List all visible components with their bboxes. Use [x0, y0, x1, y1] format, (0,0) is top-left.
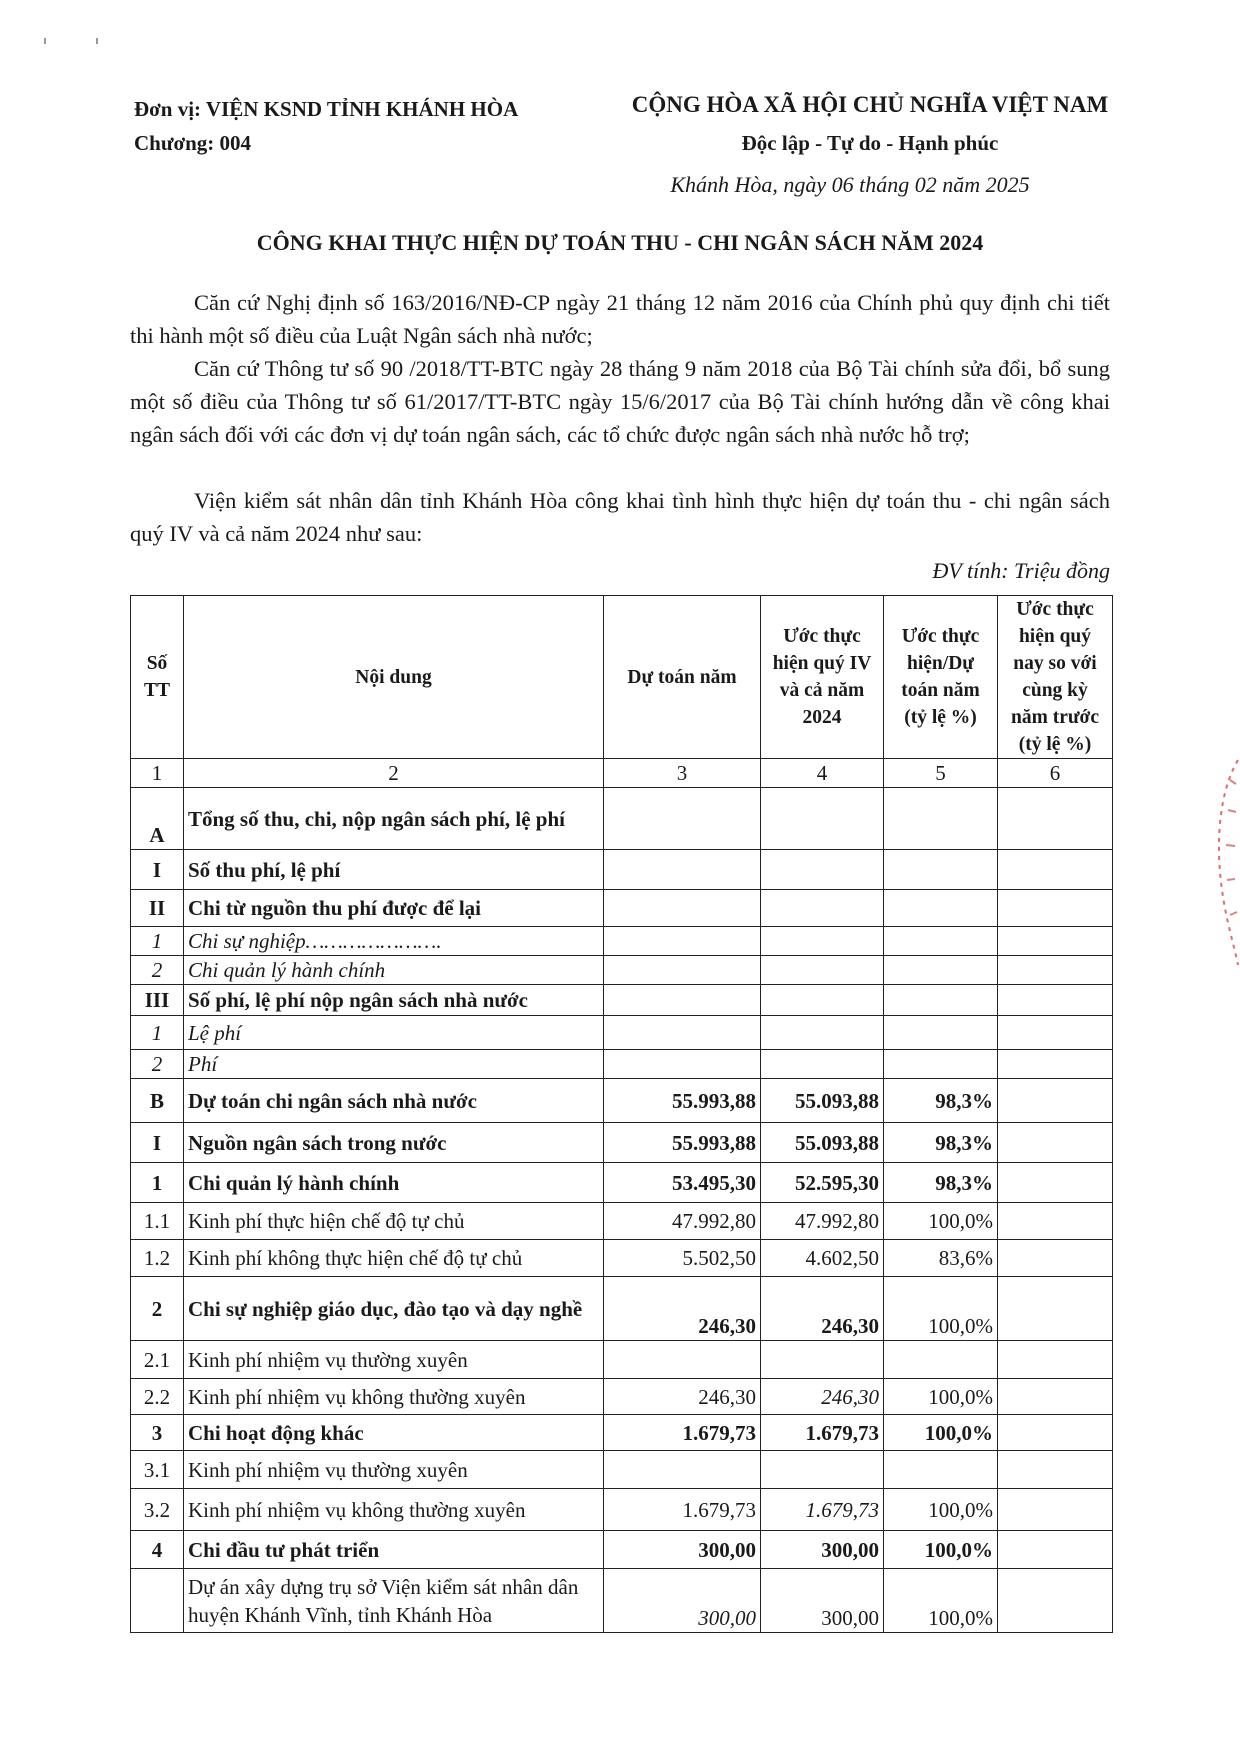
row-ratio [884, 1341, 998, 1379]
row-budget [604, 927, 761, 956]
row-yoy [998, 1016, 1113, 1050]
row-ratio [884, 788, 998, 850]
row-no: 2.2 [131, 1379, 184, 1415]
table-row [131, 1489, 1113, 1531]
row-content: Chi đầu tư phát triển [184, 1531, 604, 1569]
row-ratio [884, 985, 998, 1016]
issuer-block [134, 92, 518, 160]
row-budget [604, 1451, 761, 1489]
col-header-no: Số TT [131, 596, 184, 759]
row-ratio [884, 850, 998, 890]
row-content: Kinh phí nhiệm vụ thường xuyên [184, 1451, 604, 1489]
scan-speck [96, 38, 98, 44]
row-budget [604, 956, 761, 985]
table-row [131, 1451, 1113, 1489]
row-content: Chi sự nghiệp…………………. [184, 927, 604, 956]
row-no: B [131, 1079, 184, 1123]
row-content: Tổng số thu, chi, nộp ngân sách phí, lệ phí [184, 788, 604, 850]
row-budget: 1.679,73 [604, 1415, 761, 1451]
row-no: 2.1 [131, 1341, 184, 1379]
row-ratio: 98,3% [884, 1163, 998, 1203]
table-row [131, 1203, 1113, 1240]
row-ratio [884, 1016, 998, 1050]
row-actual [761, 1050, 884, 1079]
table-row [131, 1569, 1113, 1633]
issuer-chapter: Chương: 004 [134, 131, 251, 155]
row-ratio: 100,0% [884, 1203, 998, 1240]
row-actual: 47.992,80 [761, 1203, 884, 1240]
row-no: A [131, 788, 184, 850]
country-name: CỘNG HÒA XÃ HỘI CHỦ NGHĨA VIỆT NAM [631, 92, 1109, 117]
row-no: 1 [131, 927, 184, 956]
table-row [131, 850, 1113, 890]
table-row [131, 956, 1113, 985]
row-content: Chi quản lý hành chính [184, 1163, 604, 1203]
table-header-row [131, 596, 1113, 759]
table-row [131, 1079, 1113, 1123]
scan-speck [44, 38, 46, 44]
row-budget [604, 1016, 761, 1050]
col-header-ratio: Ước thực hiện/Dự toán năm (tỷ lệ %) [884, 596, 998, 759]
row-budget [604, 1050, 761, 1079]
row-no: 1 [131, 1016, 184, 1050]
unit-note: ĐV tính: Triệu đồng [932, 558, 1110, 583]
row-budget [604, 788, 761, 850]
row-budget: 246,30 [604, 1379, 761, 1415]
table-row [131, 890, 1113, 927]
table-row [131, 1016, 1113, 1050]
row-content: Dự toán chi ngân sách nhà nước [184, 1079, 604, 1123]
col-header-budget: Dự toán năm [604, 596, 761, 759]
row-actual: 1.679,73 [761, 1489, 884, 1531]
row-actual: 300,00 [761, 1569, 884, 1633]
col-number: 4 [761, 759, 884, 788]
row-content: Nguồn ngân sách trong nước [184, 1123, 604, 1163]
row-no: 3.1 [131, 1451, 184, 1489]
row-ratio [884, 1050, 998, 1079]
row-ratio: 83,6% [884, 1240, 998, 1277]
red-seal-edge-icon [1190, 750, 1240, 970]
table-row [131, 1240, 1113, 1277]
row-no: 1 [131, 1163, 184, 1203]
row-yoy [998, 1415, 1113, 1451]
row-yoy [998, 985, 1113, 1016]
row-budget [604, 890, 761, 927]
col-header-yoy: Ước thực hiện quý nay so với cùng kỳ năm trước (tỷ lệ %) [998, 596, 1113, 759]
row-yoy [998, 927, 1113, 956]
table-row [131, 985, 1113, 1016]
row-no: 1.2 [131, 1240, 184, 1277]
row-no: 3 [131, 1415, 184, 1451]
col-number: 6 [998, 759, 1113, 788]
row-yoy [998, 1451, 1113, 1489]
column-number-row [131, 759, 1113, 788]
paragraph-2: Căn cứ Thông tư số 90 /2018/TT-BTC ngày 28 tháng 9 năm 2018 của Bộ Tài chính sửa đổi, bổ sung một số điều của Thông tư số 61/2017/TT-BTC ngày 15/6/2017 của Bộ Tài chính hướng dẫn về công khai ngân sách đối với các đơn vị dự toán ngân sách, các tổ chức được ngân sách nhà nước hỗ trợ; [130, 356, 1110, 447]
row-yoy [998, 890, 1113, 927]
table-row [131, 1163, 1113, 1203]
row-budget: 53.495,30 [604, 1163, 761, 1203]
row-yoy [998, 1379, 1113, 1415]
row-budget: 246,30 [604, 1277, 761, 1341]
row-actual [761, 1451, 884, 1489]
row-ratio: 98,3% [884, 1123, 998, 1163]
row-budget: 300,00 [604, 1569, 761, 1633]
row-yoy [998, 1531, 1113, 1569]
row-actual: 246,30 [761, 1379, 884, 1415]
table-row [131, 1277, 1113, 1341]
row-budget: 5.502,50 [604, 1240, 761, 1277]
budget-table [130, 595, 1113, 1633]
col-header-actual: Ước thực hiện quý IV và cả năm 2024 [761, 596, 884, 759]
row-content: Chi từ nguồn thu phí được để lại [184, 890, 604, 927]
table-row [131, 788, 1113, 850]
row-actual: 300,00 [761, 1531, 884, 1569]
row-actual: 1.679,73 [761, 1415, 884, 1451]
document-date: Khánh Hòa, ngày 06 tháng 02 năm 2025 [670, 172, 1030, 197]
row-yoy [998, 1341, 1113, 1379]
row-yoy [998, 1123, 1113, 1163]
row-actual: 55.093,88 [761, 1123, 884, 1163]
row-actual [761, 788, 884, 850]
row-yoy [998, 1569, 1113, 1633]
row-ratio: 100,0% [884, 1379, 998, 1415]
paragraph-3: Viện kiểm sát nhân dân tỉnh Khánh Hòa công khai tình hình thực hiện dự toán thu - chi ngân sách quý IV và cả năm 2024 như sau: [130, 488, 1110, 546]
row-content: Chi quản lý hành chính [184, 956, 604, 985]
row-content: Kinh phí nhiệm vụ không thường xuyên [184, 1379, 604, 1415]
table-row [131, 1123, 1113, 1163]
table-row [131, 1379, 1113, 1415]
row-content: Kinh phí thực hiện chế độ tự chủ [184, 1203, 604, 1240]
row-no: 2 [131, 1277, 184, 1341]
row-content: Phí [184, 1050, 604, 1079]
row-budget: 47.992,80 [604, 1203, 761, 1240]
row-budget: 1.679,73 [604, 1489, 761, 1531]
row-yoy [998, 1203, 1113, 1240]
table-row [131, 1341, 1113, 1379]
row-ratio [884, 927, 998, 956]
row-yoy [998, 850, 1113, 890]
col-number: 2 [184, 759, 604, 788]
row-budget [604, 985, 761, 1016]
row-yoy [998, 1277, 1113, 1341]
col-number: 1 [131, 759, 184, 788]
row-actual [761, 1016, 884, 1050]
row-ratio [884, 890, 998, 927]
row-yoy [998, 788, 1113, 850]
row-actual: 4.602,50 [761, 1240, 884, 1277]
row-no: II [131, 890, 184, 927]
row-no: I [131, 1123, 184, 1163]
row-actual [761, 956, 884, 985]
row-ratio: 100,0% [884, 1569, 998, 1633]
row-budget: 300,00 [604, 1531, 761, 1569]
row-no: 3.2 [131, 1489, 184, 1531]
row-no [131, 1569, 184, 1633]
row-ratio: 100,0% [884, 1415, 998, 1451]
row-actual [761, 890, 884, 927]
row-ratio [884, 956, 998, 985]
row-content: Chi sự nghiệp giáo dục, đào tạo và dạy nghề [184, 1277, 604, 1341]
row-actual [761, 850, 884, 890]
row-content: Chi hoạt động khác [184, 1415, 604, 1451]
row-ratio: 100,0% [884, 1277, 998, 1341]
row-no: 1.1 [131, 1203, 184, 1240]
row-no: 2 [131, 1050, 184, 1079]
row-yoy [998, 1079, 1113, 1123]
row-content: Dự án xây dựng trụ sở Viện kiểm sát nhân dân huyện Khánh Vĩnh, tỉnh Khánh Hòa [184, 1569, 604, 1633]
row-no: III [131, 985, 184, 1016]
row-actual: 52.595,30 [761, 1163, 884, 1203]
row-content: Lệ phí [184, 1016, 604, 1050]
row-actual: 246,30 [761, 1277, 884, 1341]
row-content: Kinh phí nhiệm vụ không thường xuyên [184, 1489, 604, 1531]
row-yoy [998, 1050, 1113, 1079]
row-ratio: 98,3% [884, 1079, 998, 1123]
motto: Độc lập - Tự do - Hạnh phúc [741, 131, 999, 155]
row-yoy [998, 956, 1113, 985]
row-budget: 55.993,88 [604, 1079, 761, 1123]
table-row [131, 1050, 1113, 1079]
row-actual [761, 985, 884, 1016]
col-number: 5 [884, 759, 998, 788]
row-no: 2 [131, 956, 184, 985]
row-actual: 55.093,88 [761, 1079, 884, 1123]
table-row [131, 927, 1113, 956]
row-no: 4 [131, 1531, 184, 1569]
row-yoy [998, 1489, 1113, 1531]
row-content: Số phí, lệ phí nộp ngân sách nhà nước [184, 985, 604, 1016]
row-actual [761, 927, 884, 956]
row-actual [761, 1341, 884, 1379]
table-row [131, 1415, 1113, 1451]
col-header-content: Nội dung [184, 596, 604, 759]
row-yoy [998, 1163, 1113, 1203]
row-content: Kinh phí nhiệm vụ thường xuyên [184, 1341, 604, 1379]
row-ratio [884, 1451, 998, 1489]
row-budget [604, 850, 761, 890]
issuer-unit: Đơn vị: VIỆN KSND TỈNH KHÁNH HÒA [134, 97, 519, 121]
col-number: 3 [604, 759, 761, 788]
document-title: CÔNG KHAI THỰC HIỆN DỰ TOÁN THU - CHI NGÂN SÁCH NĂM 2024 [256, 230, 984, 255]
table-row [131, 1531, 1113, 1569]
row-budget [604, 1341, 761, 1379]
row-yoy [998, 1240, 1113, 1277]
row-no: I [131, 850, 184, 890]
row-content: Số thu phí, lệ phí [184, 850, 604, 890]
paragraph-1: Căn cứ Nghị định số 163/2016/NĐ-CP ngày 21 tháng 12 năm 2016 của Chính phủ quy định chi tiết thi hành một số điều của Luật Ngân sách nhà nước; [130, 290, 1110, 348]
row-ratio: 100,0% [884, 1531, 998, 1569]
row-content: Kinh phí không thực hiện chế độ tự chủ [184, 1240, 604, 1277]
row-budget: 55.993,88 [604, 1123, 761, 1163]
national-header [610, 86, 1130, 162]
row-ratio: 100,0% [884, 1489, 998, 1531]
